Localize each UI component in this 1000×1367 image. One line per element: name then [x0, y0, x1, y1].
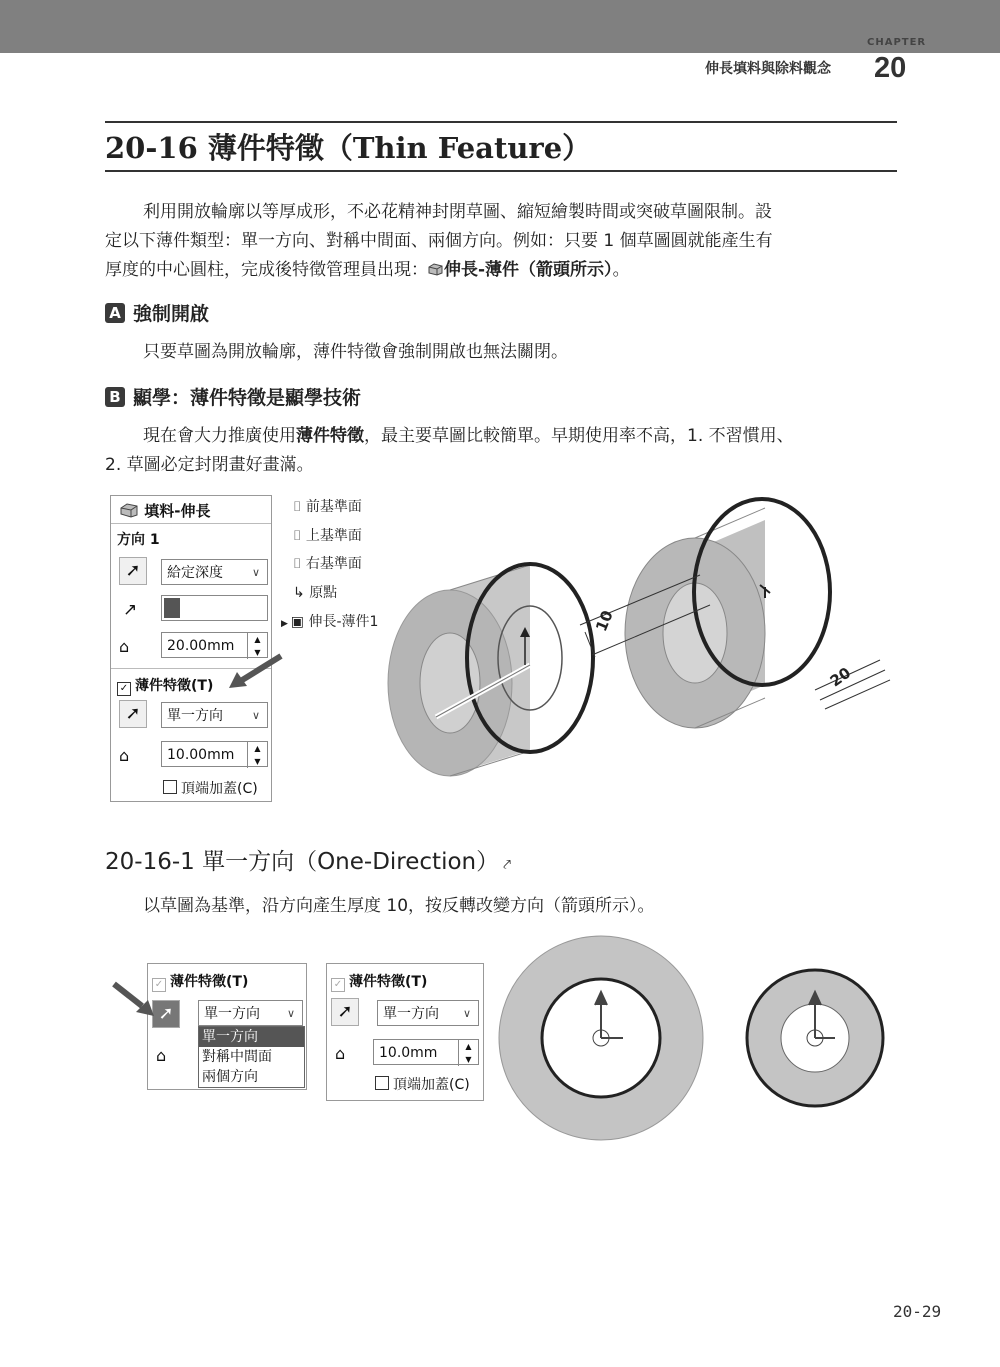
thin-type-dropdown	[198, 1026, 305, 1088]
section-rule-bottom	[105, 170, 897, 172]
badge-b: B	[105, 387, 125, 407]
section-title: 20-16 薄件特徵（Thin Feature）	[105, 131, 592, 165]
plane-icon: ⌷	[293, 528, 306, 544]
chapter-label: CHAPTER	[867, 37, 927, 48]
thin-title-right: 薄件特徵(T)	[349, 974, 428, 990]
thin-feature-checkbox[interactable]	[117, 675, 213, 696]
thin-feature-label: 薄件特徵(T)	[135, 678, 214, 694]
tree-label: 前基準面	[305, 499, 362, 515]
thin-feature-panel-right	[326, 963, 484, 1101]
checkbox-unchecked-icon	[375, 1076, 389, 1090]
top-gray-band	[0, 0, 1000, 53]
pointer-arrow-icon	[110, 980, 158, 1020]
thin-type-select-left[interactable]	[198, 1000, 303, 1026]
direction-reference-field[interactable]	[161, 595, 268, 621]
ring-comparison-illustration	[495, 935, 895, 1145]
reverse-direction-button-right[interactable]: ➚	[331, 998, 359, 1026]
cap-ends-label-right: 頂端加蓋(C)	[393, 1077, 470, 1093]
extrude-property-manager	[110, 495, 272, 802]
origin-icon: ↳	[293, 585, 310, 601]
tree-item-extrude-thin[interactable]	[281, 610, 378, 634]
tree-label: 上基準面	[305, 528, 362, 544]
chevron-down-icon: ∨	[462, 1007, 471, 1020]
thin-type-value: 單一方向	[167, 708, 223, 724]
depth-icon: ⌂	[119, 637, 130, 656]
thin-feature-checkbox-right[interactable]	[331, 971, 427, 992]
part-b-line1-bold: 薄件特徵	[296, 426, 364, 446]
pm-divider	[111, 523, 271, 524]
chapter-number: 20	[874, 52, 907, 84]
part-b-line1-c: ，最主要草圖比較簡單。早期使用率不高，1. 不習慣用、	[364, 426, 794, 446]
thickness-spinner[interactable]: ▲ ▼	[458, 1040, 478, 1066]
depth-spinner[interactable]: ▲ ▼	[247, 633, 267, 659]
extrude-thin-icon	[428, 260, 444, 280]
direction-label: 方向 1	[117, 532, 160, 548]
checkbox-checked-icon: ✓	[152, 978, 166, 992]
chevron-down-icon: ∨	[251, 709, 260, 722]
part-a-title: 強制開啟	[133, 303, 210, 325]
pointer-arrow-icon	[225, 652, 285, 692]
part-a-body: 只要草圖為開放輪廓，薄件特徵會強制開啟也無法關閉。	[143, 342, 568, 362]
dimension-10-label: 10	[592, 607, 617, 635]
thin-feature-checkbox-left[interactable]	[152, 971, 248, 992]
intro-feature-name: 伸長-薄件（箭頭所示）	[444, 260, 613, 280]
extrude-feature-icon: ▣	[290, 614, 309, 630]
thickness-value: 10.00mm	[167, 747, 235, 763]
extrude-feature-icon	[119, 502, 139, 520]
option-one-direction[interactable]: 單一方向	[199, 1027, 304, 1047]
part-b-title: 顯學：薄件特徵是顯學技術	[133, 387, 362, 409]
thickness-input[interactable]	[161, 741, 268, 767]
part-b-text	[105, 422, 897, 480]
tree-item-top-plane[interactable]	[293, 524, 362, 548]
expand-caret-icon: ▶	[281, 619, 291, 629]
thin-type-select-right[interactable]	[377, 1000, 479, 1026]
pm-title: 填料-伸長	[144, 502, 211, 520]
part-b-line2: 2. 草圖必定封閉畫好畫滿。	[105, 455, 314, 475]
subsection-body: 以草圖為基準，沿方向產生厚度 10，按反轉改變方向（箭頭所示）。	[143, 896, 655, 916]
tree-item-right-plane[interactable]	[293, 552, 362, 576]
pm-title-row	[119, 500, 210, 521]
thin-feature-panel-left	[147, 963, 307, 1090]
thin-cylinder-illustration	[380, 495, 900, 815]
checkbox-checked-icon: ✓	[117, 682, 131, 696]
part-a-heading	[105, 299, 209, 326]
depth-value: 20.00mm	[167, 638, 235, 654]
plane-icon: ⌷	[293, 499, 306, 515]
intro-line-3: 厚度的中心圓柱，完成後特徵管理員出現：	[105, 260, 428, 280]
tree-label: 伸長-薄件1	[308, 614, 379, 630]
running-title: 伸長填料與除料觀念	[705, 61, 831, 77]
selection-color-swatch	[164, 598, 180, 618]
tree-item-front-plane[interactable]	[293, 495, 362, 519]
page-number: 20-29	[893, 1302, 942, 1321]
tree-label: 右基準面	[305, 556, 362, 572]
subsection-title-text: 20-16-1 單一方向（One-Direction）	[105, 849, 500, 875]
chevron-down-icon: ∨	[286, 1007, 295, 1020]
option-mid-plane[interactable]: 對稱中間面	[202, 1049, 272, 1065]
subsection-text	[105, 892, 897, 921]
subsection-title	[105, 843, 511, 876]
reverse-direction-button[interactable]: ➚	[119, 557, 147, 585]
cap-ends-checkbox[interactable]	[163, 778, 258, 798]
intro-line-2: 定以下薄件類型：單一方向、對稱中間面、兩個方向。例如：只要 1 個草圖圓就能產生有	[105, 231, 773, 251]
end-condition-value: 給定深度	[167, 565, 223, 581]
intro-paragraph	[105, 198, 897, 285]
thin-type-value-right: 單一方向	[383, 1006, 439, 1022]
cap-ends-label: 頂端加蓋(C)	[181, 781, 258, 797]
thickness-value-right: 10.0mm	[379, 1045, 438, 1061]
thin-reverse-button[interactable]: ➚	[119, 700, 147, 728]
thickness-icon: ⌂	[119, 746, 130, 765]
badge-a: A	[105, 303, 125, 323]
plane-icon: ⌷	[293, 556, 306, 572]
part-b-heading	[105, 383, 361, 410]
thickness-icon: ⌂	[335, 1044, 346, 1063]
thin-type-value-left: 單一方向	[204, 1006, 260, 1022]
intro-line-1: 利用開放輪廓以等厚成形，不必花精神封閉草圖、縮短繪製時間或突破草圖限制。設	[143, 202, 772, 222]
part-a-text	[105, 338, 897, 367]
end-condition-select[interactable]	[161, 559, 268, 585]
section-rule-top	[105, 121, 897, 123]
chevron-down-icon: ∨	[251, 566, 260, 579]
thickness-icon: ⌂	[156, 1046, 167, 1065]
checkbox-unchecked-icon	[163, 780, 177, 794]
tree-item-origin[interactable]	[293, 581, 337, 605]
reverse-direction-button-left[interactable]: ➚	[152, 1000, 180, 1028]
part-b-line1-a: 現在會大力推廣使用	[143, 426, 296, 446]
thickness-spinner[interactable]: ▲ ▼	[247, 742, 267, 768]
thin-one-direction-icon: ⤤	[503, 857, 512, 873]
thickness-input-right[interactable]	[373, 1039, 479, 1065]
direction-arrow-icon: ↗	[123, 600, 138, 620]
cap-ends-checkbox-right[interactable]	[375, 1074, 470, 1094]
checkbox-checked-icon: ✓	[331, 978, 345, 992]
option-two-direction[interactable]: 兩個方向	[202, 1069, 258, 1085]
dimension-20-label: 20	[826, 663, 855, 691]
intro-line-3-end: 。	[612, 260, 630, 280]
thin-type-select[interactable]	[161, 702, 268, 728]
thin-title-left: 薄件特徵(T)	[170, 974, 249, 990]
tree-label: 原點	[309, 585, 338, 601]
